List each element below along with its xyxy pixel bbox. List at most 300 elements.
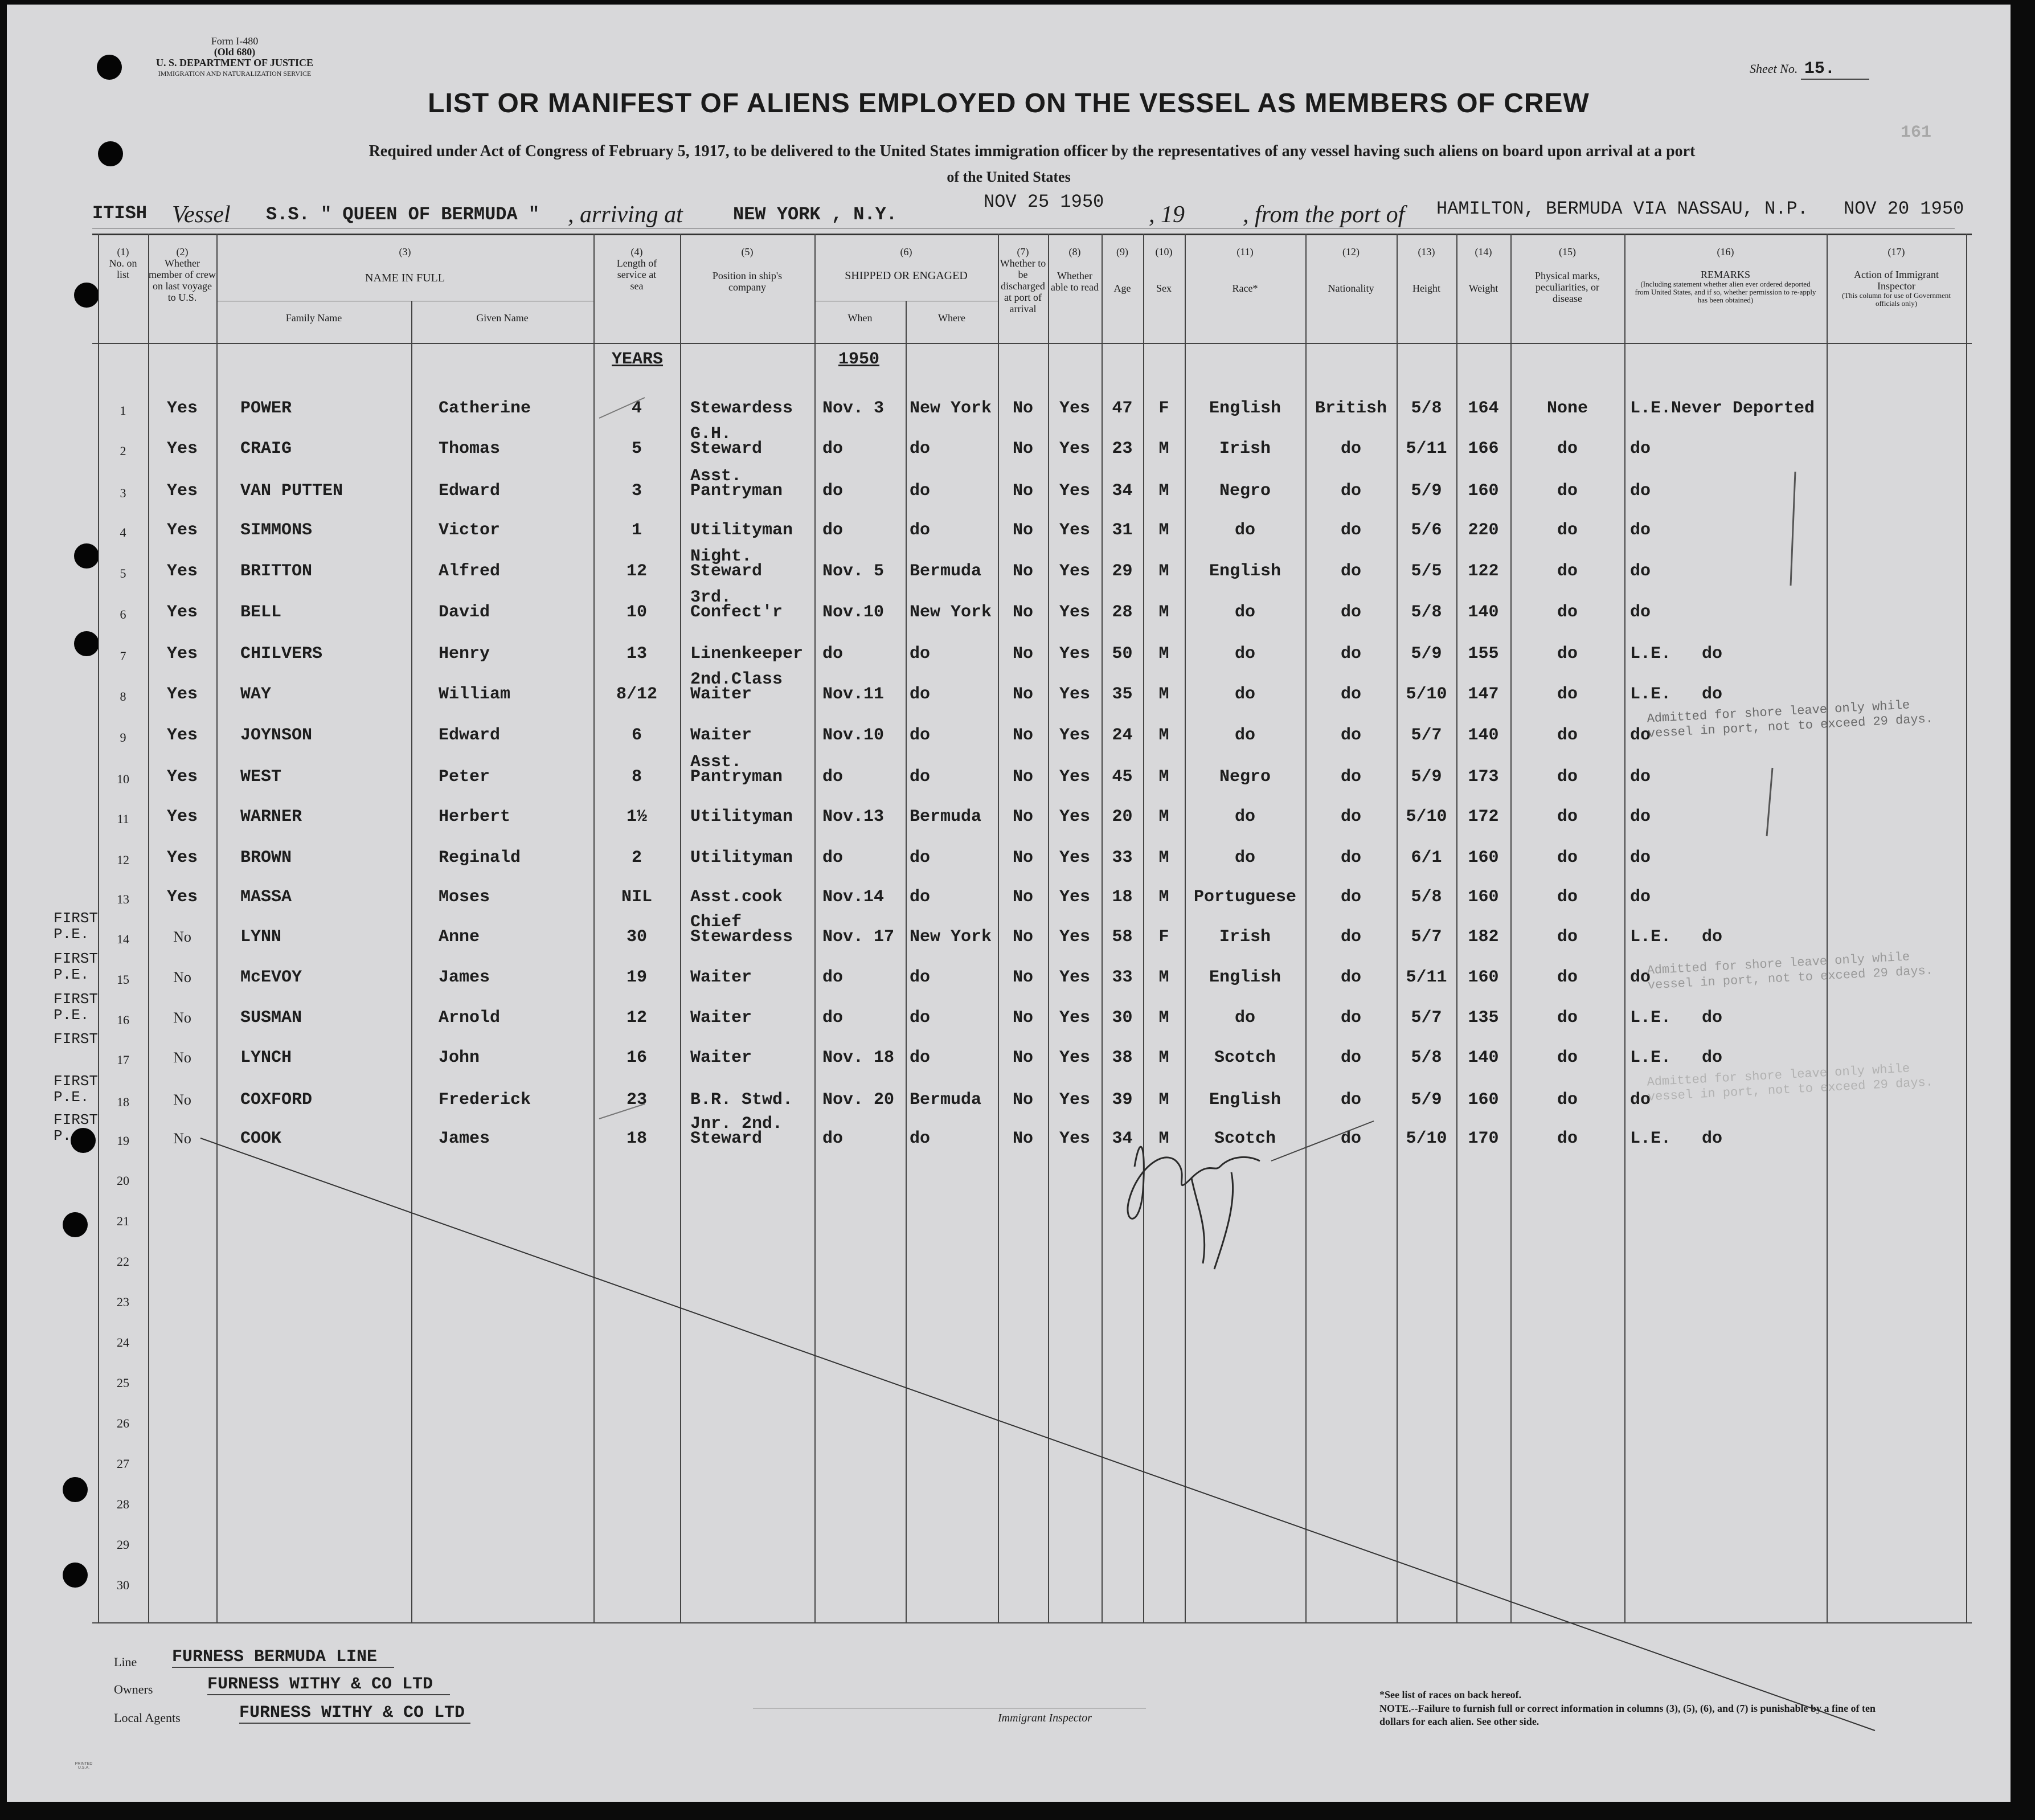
given-name-cell: Alfred [439,562,501,581]
service-length-cell: 10 [626,603,647,622]
owners-label: Owners [114,1682,153,1696]
remarks-cell: do [1630,521,1651,540]
discharged-cell: No [1012,767,1033,787]
row-number: 16 [117,1013,129,1027]
remarks-cell: L.E. do [1630,1008,1723,1028]
family-name-cell: BRITTON [240,562,313,581]
service-length-cell: NIL [621,887,652,907]
shipped-when-cell: do [822,1129,844,1148]
row-number: 13 [117,892,129,906]
col3-given-header: Given Name [476,312,529,324]
nationality-cell: do [1340,644,1361,664]
first-pe-annotation: FIRST [54,1030,99,1048]
shipped-when-cell: Nov. 17 [822,927,895,947]
height-cell: 5/8 [1411,1048,1442,1068]
height-cell: 5/8 [1411,399,1442,418]
race-cell: do [1234,521,1255,540]
height-cell: 5/11 [1406,439,1447,459]
row-number: 19 [117,1134,129,1148]
last-voyage-cell: No [173,1049,191,1066]
height-cell: 5/10 [1406,685,1447,704]
col9-label: Age [1113,283,1131,294]
given-name-cell: James [439,968,490,987]
physical-marks-cell: do [1557,968,1578,987]
shipped-where-cell: New York [910,927,992,947]
shipped-when-cell: Nov.10 [822,726,885,745]
form-number: Form I-480 [211,35,259,47]
annotation-overlay [7,5,2011,1802]
service-length-cell: 2 [631,848,642,868]
year-label: , 19 [1149,202,1185,228]
race-cell: do [1234,726,1255,745]
arrival-port: NEW YORK , N.Y. [733,204,898,225]
stamp-number: 161 [1901,123,1932,142]
subtitle-line-2: of the United States [947,169,1071,185]
shipped-when-cell: Nov.10 [822,603,885,622]
discharged-cell: No [1012,968,1033,987]
last-voyage-cell: Yes [166,767,198,787]
col14-number: (14) [1475,246,1492,257]
remarks-cell: do [1630,726,1651,745]
row-number: 27 [117,1457,129,1471]
weight-cell: 172 [1468,807,1499,827]
col13-number: (13) [1418,246,1435,257]
row-number: 4 [120,525,126,539]
given-name-cell: Reginald [439,848,521,868]
subtitle-line-1: Required under Act of Congress of February 5, 1917, to be delivered to the United States immigration officer by the representatives of any vessel having such aliens on board upon arrival at a port [368,142,1696,160]
last-voyage-cell: No [173,969,191,985]
sex-cell: F [1158,927,1169,947]
remarks-cell: do [1630,807,1651,827]
height-cell: 6/1 [1411,848,1442,868]
sheet-number-value: 15. [1801,59,1869,80]
sheet-number-label: Sheet No. [1750,62,1798,76]
discharged-cell: No [1012,807,1033,827]
sex-cell: M [1158,481,1169,501]
signature-stroke [1271,1121,1374,1161]
family-name-cell: JOYNSON [240,726,313,745]
position-cell: Jnr. 2nd. Steward [690,1114,783,1148]
able-to-read-cell: Yes [1059,562,1090,581]
physical-marks-cell: do [1557,603,1578,622]
age-cell: 33 [1112,848,1133,868]
nationality-cell: do [1340,807,1361,827]
row-number: 12 [117,853,129,867]
given-name-cell: Moses [439,887,490,907]
last-voyage-cell: Yes [166,439,198,459]
row-number: 23 [117,1295,129,1309]
weight-cell: 220 [1468,521,1499,540]
nationality-cell: do [1340,726,1361,745]
col13-label: Height [1412,283,1440,294]
nationality-cell: do [1340,887,1361,907]
position-cell: Utilityman [690,848,793,868]
discharged-cell: No [1012,726,1033,745]
shipped-when-cell: do [822,968,844,987]
family-name-cell: McEVOY [240,968,302,987]
physical-marks-cell: do [1557,887,1578,907]
sex-cell: F [1158,399,1169,418]
shipped-where-cell: do [910,521,931,540]
service-length-cell: 13 [626,644,647,664]
height-cell: 5/9 [1411,1090,1442,1110]
age-cell: 47 [1112,399,1133,418]
age-cell: 23 [1112,439,1133,459]
family-name-cell: CHILVERS [240,644,323,664]
nationality-cell: do [1340,1090,1361,1110]
nationality-cell: do [1340,927,1361,947]
col2-number: (2) [176,246,189,257]
able-to-read-cell: Yes [1059,481,1090,501]
height-cell: 5/11 [1406,968,1447,987]
race-cell: English [1209,562,1281,581]
manifest-sheet [7,5,2011,1802]
col17-label: Action of Immigrant Inspector [1854,269,1939,292]
sex-cell: M [1158,726,1169,745]
age-cell: 30 [1112,1008,1133,1028]
sex-cell: M [1158,521,1169,540]
row-number: 24 [117,1335,129,1349]
service-length-cell: 23 [626,1090,647,1110]
weight-cell: 160 [1468,887,1499,907]
discharged-cell: No [1012,927,1033,947]
service-length-cell: 1 [631,521,642,540]
able-to-read-cell: Yes [1059,767,1090,787]
row-number: 7 [120,649,126,663]
shipped-where-cell: New York [910,399,992,418]
last-voyage-cell: No [173,1009,191,1026]
shore-leave-stamp: Admitted for shore leave only while vessel in port, not to exceed 29 days. [1646,1061,1934,1105]
shipped-when-cell: Nov. 3 [822,399,885,418]
last-voyage-cell: Yes [166,644,198,664]
remarks-cell: L.E. do [1630,1129,1723,1148]
arriving-label: , arriving at [568,202,683,228]
shipped-where-cell: Bermuda [910,562,982,581]
position-cell: B.R. Stwd. [690,1090,793,1110]
row-number: 5 [120,566,126,580]
height-cell: 5/10 [1406,1129,1447,1148]
cancel-diagonal-line [200,1138,1875,1731]
physical-marks-cell: do [1557,1090,1578,1110]
shipped-when-cell: do [822,644,844,664]
nationality-cell: do [1340,968,1361,987]
last-voyage-cell: Yes [166,481,198,501]
service-length-cell: 1½ [626,807,647,827]
height-cell: 5/8 [1411,887,1442,907]
age-cell: 34 [1112,1129,1133,1148]
given-name-cell: Edward [439,481,501,501]
service-length-cell: 8 [631,767,642,787]
age-cell: 45 [1112,767,1133,787]
race-cell: Portuguese [1193,887,1297,907]
remarks-cell: L.E. do [1630,927,1723,947]
shipped-where-cell: do [910,685,931,704]
age-cell: 34 [1112,481,1133,501]
shipped-where-cell: do [910,726,931,745]
weight-cell: 182 [1468,927,1499,947]
sex-cell: M [1158,439,1169,459]
service-length-cell: 12 [626,1008,647,1028]
sex-cell: M [1158,644,1169,664]
sex-cell: M [1158,848,1169,868]
nationality-cell: do [1340,1129,1361,1148]
age-cell: 28 [1112,603,1133,622]
col3-family-header: Family Name [285,312,342,324]
weight-cell: 173 [1468,767,1499,787]
physical-marks-cell: do [1557,685,1578,704]
remarks-cell: do [1630,481,1651,501]
able-to-read-cell: Yes [1059,726,1090,745]
physical-marks-cell: do [1557,1048,1578,1068]
last-voyage-cell: Yes [166,848,198,868]
nationality-cell: do [1340,481,1361,501]
nationality-cell: do [1340,562,1361,581]
years-subheader: YEARS [612,350,664,369]
sex-cell: M [1158,603,1169,622]
arrival-date-stamp: NOV 25 1950 [984,191,1104,212]
col11-label: Race* [1232,283,1258,294]
owners-value: FURNESS WITHY & CO LTD [207,1675,450,1695]
row-number: 29 [117,1537,129,1552]
race-cell: Negro [1219,481,1271,501]
given-name-cell: David [439,603,490,622]
remarks-cell: do [1630,848,1651,868]
check-mark [1767,768,1772,836]
row-number: 26 [117,1416,129,1430]
discharged-cell: No [1012,399,1033,418]
nationality-cell: do [1340,603,1361,622]
shipped-where-cell: do [910,1048,931,1068]
col6-label: SHIPPED OR ENGAGED [845,269,968,282]
shipped-where-cell: do [910,439,931,459]
last-voyage-cell: Yes [166,726,198,745]
col5-number: (5) [741,246,754,257]
shipped-where-cell: do [910,1008,931,1028]
remarks-cell: do [1630,767,1651,787]
race-cell: English [1209,968,1281,987]
col7-number: (7) [1017,246,1029,257]
shipped-when-cell: Nov. 5 [822,562,885,581]
height-cell: 5/9 [1411,767,1442,787]
given-name-cell: Thomas [439,439,501,459]
col5-label: Position in ship's company [712,270,783,293]
last-voyage-cell: No [173,1091,191,1108]
shipped-when-cell: do [822,521,844,540]
family-name-cell: LYNCH [240,1048,292,1068]
col6-number: (6) [900,246,912,257]
able-to-read-cell: Yes [1059,1129,1090,1148]
row-number: 1 [120,403,126,418]
col12-number: (12) [1342,246,1360,257]
race-cell: Scotch [1214,1048,1276,1068]
position-cell: Linenkeeper [690,644,804,664]
position-cell: Waiter [690,726,752,745]
nationality-cell: do [1340,521,1361,540]
race-cell: do [1234,644,1255,664]
shipped-where-cell: do [910,968,931,987]
weight-cell: 160 [1468,481,1499,501]
shipped-when-cell: do [822,439,844,459]
able-to-read-cell: Yes [1059,399,1090,418]
col4-label: Length of service at sea [616,257,657,292]
from-port-label: , from the port of [1243,202,1405,228]
last-voyage-cell: Yes [166,521,198,540]
position-cell: 3rd. Confect'r [690,588,783,622]
position-cell: Asst. Pantryman [690,752,783,787]
weight-cell: 140 [1468,726,1499,745]
department-name: U. S. DEPARTMENT OF JUSTICE [155,57,314,68]
shipped-when-cell: Nov. 20 [822,1090,895,1110]
remarks-cell: L.E. do [1630,1048,1723,1068]
able-to-read-cell: Yes [1059,603,1090,622]
given-name-cell: Peter [439,767,490,787]
row-number: 17 [117,1053,129,1067]
col10-label: Sex [1156,283,1172,294]
service-length-cell: 12 [626,562,647,581]
col16-label: REMARKS [1700,269,1751,280]
departure-date-stamp: NOV 20 1950 [1844,198,1964,219]
given-name-cell: Frederick [439,1090,531,1110]
family-name-cell: SIMMONS [240,521,313,540]
position-cell: Waiter [690,968,752,987]
able-to-read-cell: Yes [1059,807,1090,827]
col6-when-header: When [847,312,873,324]
shipped-when-cell: do [822,1008,844,1028]
inspector-label: Immigrant Inspector [998,1712,1092,1724]
discharged-cell: No [1012,521,1033,540]
position-cell: Chief Stewardess [690,913,793,947]
height-cell: 5/7 [1411,927,1442,947]
family-name-cell: COOK [240,1129,282,1148]
shipped-when-cell: Nov. 18 [822,1048,895,1068]
physical-marks-cell: None [1546,399,1588,418]
sex-cell: M [1158,887,1169,907]
weight-cell: 147 [1468,685,1499,704]
service-length-cell: 8/12 [616,685,657,704]
race-cell: do [1234,848,1255,868]
col3-label: NAME IN FULL [365,272,445,284]
discharged-cell: No [1012,1008,1033,1028]
able-to-read-cell: Yes [1059,848,1090,868]
last-voyage-cell: Yes [166,887,198,907]
position-cell: Stewardess [690,399,793,418]
remarks-cell: L.E.Never Deported [1630,399,1815,418]
age-cell: 35 [1112,685,1133,704]
first-pe-annotation: FIRST P. [54,1111,99,1144]
line-value: FURNESS BERMUDA LINE [172,1647,394,1668]
shipped-when-cell: Nov.13 [822,807,885,827]
vessel-name: S.S. " QUEEN OF BERMUDA " [266,204,540,225]
weight-cell: 122 [1468,562,1499,581]
discharged-cell: No [1012,644,1033,664]
able-to-read-cell: Yes [1059,968,1090,987]
last-voyage-cell: Yes [166,399,198,418]
line-label: Line [114,1655,137,1669]
family-name-cell: SUSMAN [240,1008,302,1028]
shipped-where-cell: Bermuda [910,1090,982,1110]
remarks-cell: do [1630,887,1651,907]
nationality-cell: do [1340,1008,1361,1028]
given-name-cell: John [439,1048,480,1068]
family-name-cell: WEST [240,767,282,787]
nationality-cell: do [1340,767,1361,787]
col11-number: (11) [1236,246,1254,257]
sex-cell: M [1158,1090,1169,1110]
weight-cell: 166 [1468,439,1499,459]
discharged-cell: No [1012,1048,1033,1068]
col6-where-header: Where [938,312,965,324]
weight-cell: 160 [1468,968,1499,987]
able-to-read-cell: Yes [1059,887,1090,907]
last-voyage-cell: No [173,1130,191,1147]
col1-number: (1) [117,246,129,257]
able-to-read-cell: Yes [1059,644,1090,664]
remarks-cell: do [1630,1090,1651,1110]
row-number: 11 [117,812,129,826]
col15-label: Physical marks, peculiarities, or disease [1535,270,1600,304]
row-number: 25 [117,1376,129,1390]
race-cell: Scotch [1214,1129,1276,1148]
col3-number: (3) [399,246,411,257]
remarks-cell: do [1630,968,1651,987]
able-to-read-cell: Yes [1059,1048,1090,1068]
family-name-cell: COXFORD [240,1090,313,1110]
age-cell: 50 [1112,644,1133,664]
sex-cell: M [1158,767,1169,787]
discharged-cell: No [1012,887,1033,907]
able-to-read-cell: Yes [1059,521,1090,540]
sex-cell: M [1158,1048,1169,1068]
family-name-cell: MASSA [240,887,292,907]
col14-label: Weight [1468,283,1498,294]
tally-stroke [599,1104,645,1119]
row-number: 18 [117,1095,129,1109]
race-cell: Irish [1219,439,1271,459]
row-number: 8 [120,689,126,704]
able-to-read-cell: Yes [1059,1008,1090,1028]
col1-label: No. on list [109,257,137,280]
height-cell: 5/8 [1411,603,1442,622]
position-cell: Utilityman [690,807,793,827]
service-name: IMMIGRATION AND NATURALIZATION SERVICE [158,69,312,77]
service-length-cell: 30 [626,927,647,947]
shipped-where-cell: do [910,481,931,501]
race-cell: do [1234,807,1255,827]
col4-number: (4) [630,246,643,257]
age-cell: 24 [1112,726,1133,745]
col8-label: Whether able to read [1051,270,1099,293]
col17-note: (This column for use of Government officials only) [1842,291,1951,308]
service-length-cell: 5 [631,439,642,459]
discharged-cell: No [1012,1129,1033,1148]
family-name-cell: WAY [240,685,272,704]
position-cell: Utilityman [690,521,793,540]
col16-note: (Including statement whether alien ever ordered deported from United States, and if so, whether permission to re-apply has been obtained) [1635,280,1816,304]
height-cell: 5/7 [1411,1008,1442,1028]
local-agents-value: FURNESS WITHY & CO LTD [239,1703,470,1724]
age-cell: 58 [1112,927,1133,947]
race-cell: English [1209,399,1281,418]
form-old-number: (Old 680) [214,46,256,58]
row-number: 10 [117,772,129,786]
local-agents-label: Local Agents [114,1711,181,1725]
first-pe-annotation: FIRST P.E. [54,910,99,943]
penalty-note: NOTE.--Failure to furnish full or correct information in columns (3), (5), (6), and (7) is punishable by a fine of ten dollars for each alien. See other side. [1379,1703,1876,1727]
page-title: LIST OR MANIFEST OF ALIENS EMPLOYED ON THE VESSEL AS MEMBERS OF CREW [428,88,1590,118]
nationality-cell: British [1315,399,1387,418]
given-name-cell: Edward [439,726,501,745]
nationality-cell: do [1340,685,1361,704]
